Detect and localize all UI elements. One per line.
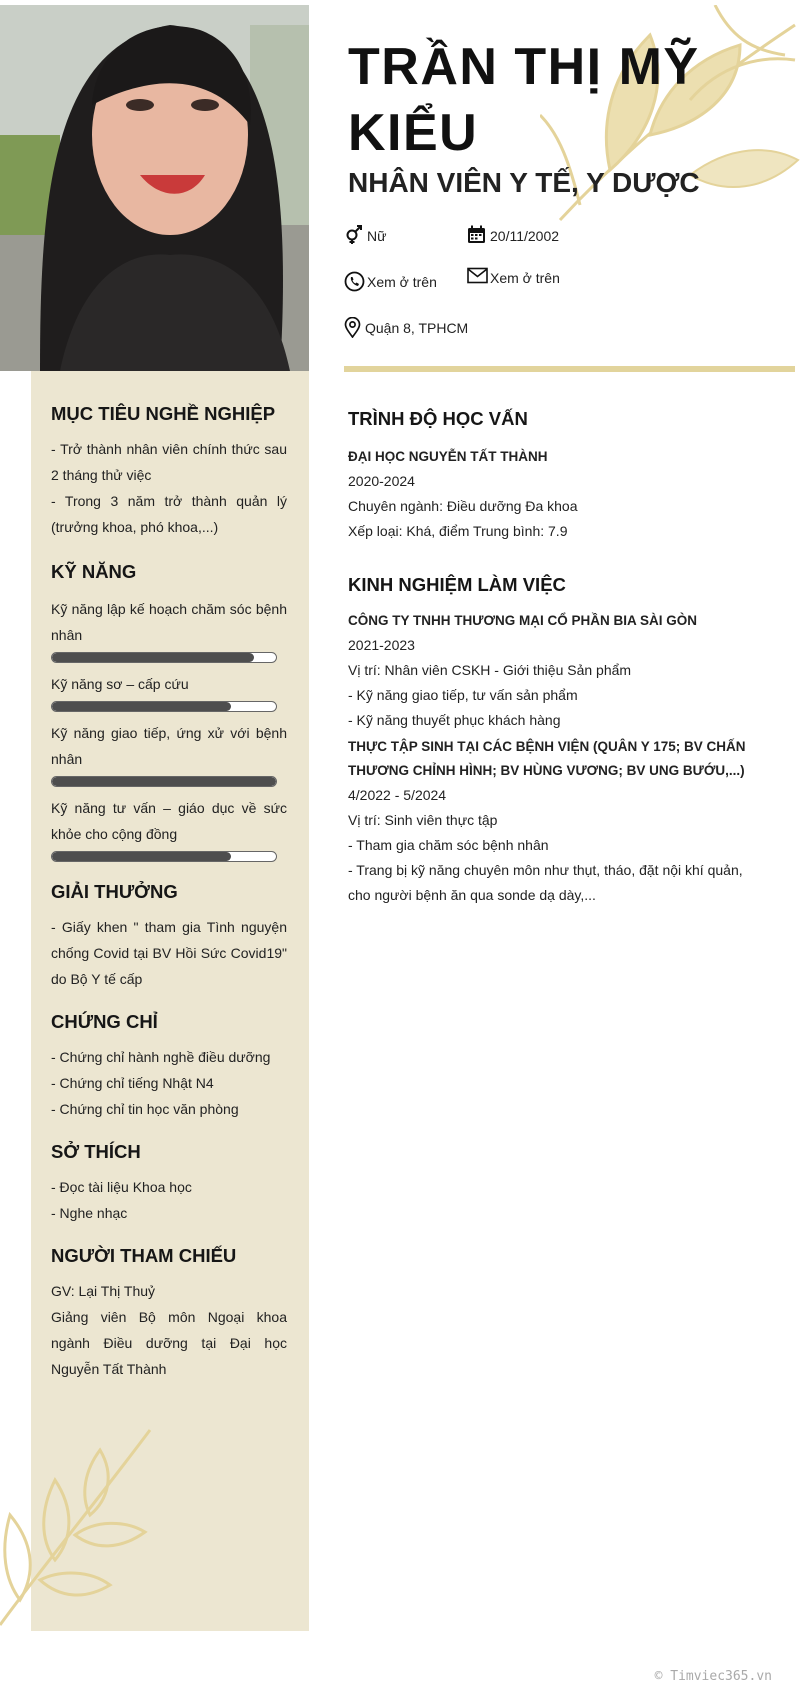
job-detail: - Kỹ năng thuyết phục khách hàng xyxy=(348,712,561,728)
birthdate-value: 20/11/2002 xyxy=(490,228,560,244)
profile-photo xyxy=(0,5,309,371)
job-position: Vị trí: Sinh viên thực tập xyxy=(348,812,498,828)
phone-icon xyxy=(344,271,365,292)
job-company: THỰC TẬP SINH TẠI CÁC BỆNH VIỆN (QUÂN Y 175; BV CHẤN THƯƠNG CHỈNH HÌNH; BV HÙNG VƯƠNG; BV UNG BƯỚU,...) xyxy=(348,739,746,778)
skill-bar xyxy=(51,776,277,787)
hobbies-heading: SỞ THÍCH xyxy=(51,1141,141,1162)
job-detail: - Tham gia chăm sóc bệnh nhân xyxy=(348,837,549,853)
hobby-line: - Đọc tài liệu Khoa học xyxy=(51,1179,192,1195)
phone-value: Xem ở trên xyxy=(367,274,437,290)
education-major: Chuyên ngành: Điều dưỡng Đa khoa xyxy=(348,498,578,514)
references-heading: NGƯỜI THAM CHIẾU xyxy=(51,1245,237,1266)
job-period: 4/2022 - 5/2024 xyxy=(348,787,447,803)
job-position: Vị trí: Nhân viên CSKH - Giới thiệu Sản phẩm xyxy=(348,662,632,678)
calendar-icon xyxy=(467,225,486,244)
email-icon xyxy=(467,267,488,284)
certificate-line: - Chứng chỉ tiếng Nhật N4 xyxy=(51,1075,214,1091)
skill-bar xyxy=(51,701,277,712)
skill-name: Kỹ năng lập kế hoạch chăm sóc bệnh nhân xyxy=(51,601,287,643)
email-value: Xem ở trên xyxy=(490,270,560,286)
job-title: NHÂN VIÊN Y TẾ, Y DƯỢC xyxy=(348,167,700,198)
reference-line: GV: Lại Thị Thuỷ xyxy=(51,1283,156,1299)
education-period: 2020-2024 xyxy=(348,473,415,489)
skill-bar xyxy=(51,652,277,663)
skill-bar-fill xyxy=(52,852,231,861)
objective-line: - Trong 3 năm trở thành quản lý (trưởng khoa, phó khoa,...) xyxy=(51,493,287,535)
experience-heading: KINH NGHIỆM LÀM VIỆC xyxy=(348,574,566,595)
job-company: CÔNG TY TNHH THƯƠNG MẠI CỔ PHẦN BIA SÀI GÒN xyxy=(348,613,697,628)
certificate-line: - Chứng chỉ tin học văn phòng xyxy=(51,1101,239,1117)
skill-bar xyxy=(51,851,277,862)
candidate-name: TRẦN THỊ MỸ KIỂU xyxy=(348,38,700,162)
location-icon xyxy=(344,317,361,338)
job-entry xyxy=(348,609,768,733)
education-school: ĐẠI HỌC NGUYỄN TẤT THÀNH xyxy=(348,449,548,464)
objective-heading: MỤC TIÊU NGHỀ NGHIỆP xyxy=(51,403,276,424)
objective-line: - Trở thành nhân viên chính thức sau 2 tháng thử việc xyxy=(51,441,287,483)
hobby-line: - Nghe nhạc xyxy=(51,1205,128,1221)
certificates-heading: CHỨNG CHỈ xyxy=(51,1011,158,1032)
job-detail: - Trang bị kỹ năng chuyên môn như thụt, tháo, đặt nội khí quản, cho người bệnh ăn qua sonde dạ dày,... xyxy=(348,862,743,903)
skill-name: Kỹ năng giao tiếp, ứng xử với bệnh nhân xyxy=(51,725,287,767)
award-line: - Giấy khen " tham gia Tình nguyện chống Covid tại BV Hồi Sức Covid19" do Bộ Y tế cấp xyxy=(51,919,287,987)
main-content xyxy=(348,406,768,908)
gender-value: Nữ xyxy=(367,228,387,244)
address-value: Quận 8, TPHCM xyxy=(365,320,469,336)
skill-name: Kỹ năng sơ – cấp cứu xyxy=(51,676,189,692)
leaf-decoration-bottom xyxy=(0,1420,160,1630)
reference-line: Giảng viên Bộ môn Ngoại khoa ngành Điều dưỡng tại Đại học Nguyễn Tất Thành xyxy=(51,1309,287,1377)
awards-heading: GIẢI THƯỞNG xyxy=(51,881,178,902)
gender-icon xyxy=(344,225,364,245)
header-divider xyxy=(344,366,795,372)
education-heading: TRÌNH ĐỘ HỌC VẤN xyxy=(348,408,528,429)
education-grade: Xếp loại: Khá, điểm Trung bình: 7.9 xyxy=(348,523,568,539)
skills-list xyxy=(51,596,287,862)
job-detail: - Kỹ năng giao tiếp, tư vấn sản phẩm xyxy=(348,687,578,703)
job-entry xyxy=(348,735,768,908)
skill-name: Kỹ năng tư vấn – giáo dục về sức khỏe cho cộng đồng xyxy=(51,800,287,842)
certificate-line: - Chứng chỉ hành nghề điều dưỡng xyxy=(51,1049,271,1065)
skills-heading: KỸ NĂNG xyxy=(51,561,137,582)
job-period: 2021-2023 xyxy=(348,637,415,653)
skill-bar-fill xyxy=(52,777,276,786)
sidebar-content xyxy=(51,371,287,1382)
skill-bar-fill xyxy=(52,653,254,662)
watermark: © Timviec365.vn xyxy=(654,1669,772,1684)
skill-bar-fill xyxy=(52,702,231,711)
